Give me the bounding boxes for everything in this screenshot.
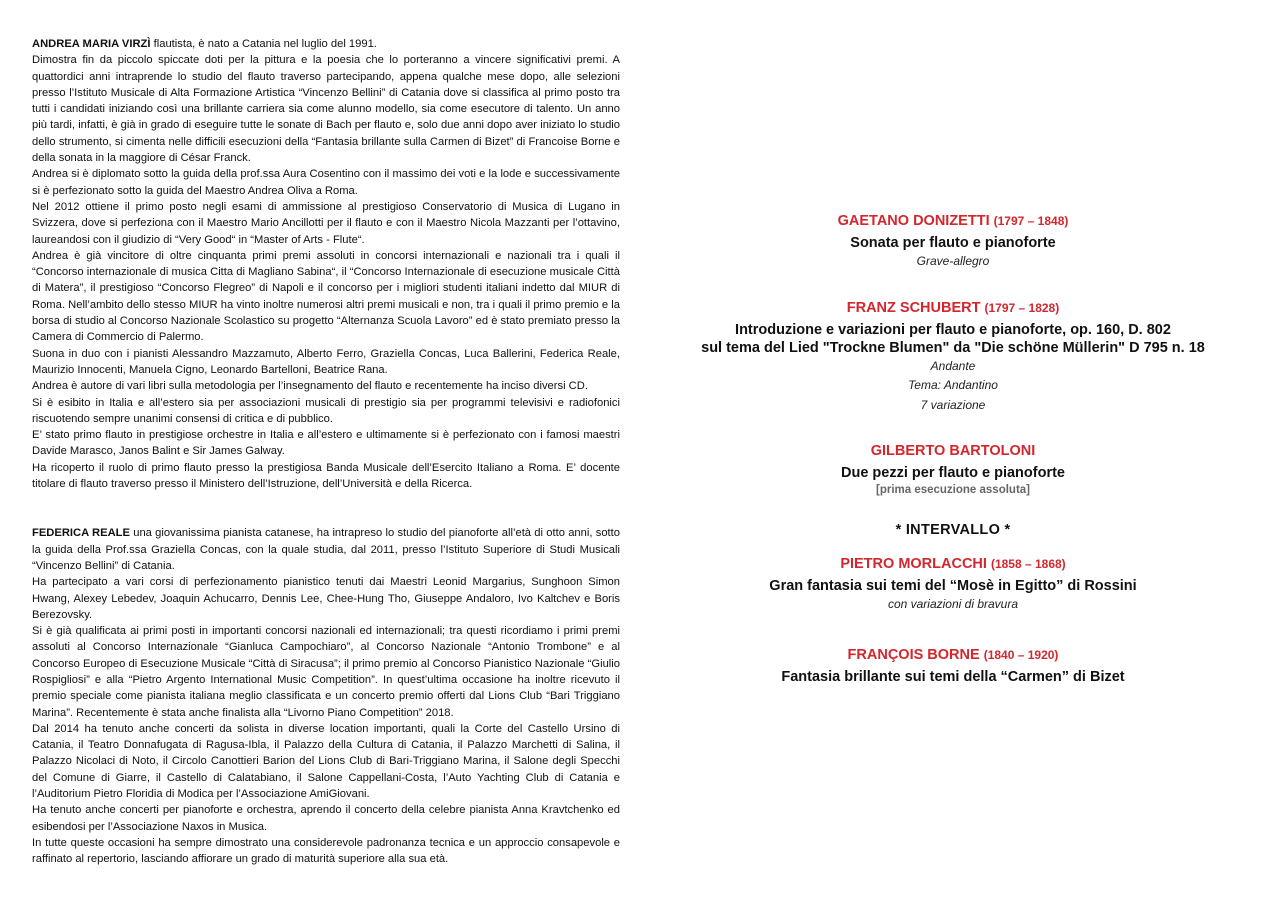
bio-andrea-virzi: [32, 36, 620, 492]
bio-text: una giovanissima pianista catanese, ha intrapreso lo studio del pianoforte all’età di otto anni, sotto la guida della Prof.ssa Graziella Concas, con la quale studia, dal 2011, presso l’Istituto Superiore di Studi Musicali “Vincenzo Bellini” di Catania.: [32, 527, 620, 572]
bio-paragraph: Suona in duo con i pianisti Alessandro Mazzamuto, Alberto Ferro, Graziella Concas, Luca Ballerini, Federica Reale, Maurizio Innocenti, Manuela Cigno, Leonardo Bartelloni, Beatrice Rana.: [32, 347, 620, 376]
concert-program: [660, 211, 1246, 686]
intermission-label: * INTERVALLO *: [895, 522, 1011, 538]
work-detail: Andante: [930, 358, 976, 373]
work-title: Due pezzi per flauto e pianoforte: [841, 465, 1065, 481]
work-title: Introduzione e variazioni per flauto e pianoforte, op. 160, D. 802: [735, 321, 1171, 338]
bio-paragraph: Andrea è già vincitore di oltre cinquanta primi premi assoluti in concorsi internazionali e nazionali tra i quali il “Concorso internazionale di musica Citta di Magliano Sabina“, il “Concorso Internazionale di esecuzione musicale Città di Matera”, il prestigioso “Concorso Flegreo” di Napoli e il concorso per i migliori studenti italiani indetto dal MIUR di Roma. Nell’ambito dello stesso MIUR ha vinto inoltre numerosi altri premi musicali e non, tra i quali il primo premio e la borsa di studio al Concorso Nazionale Scolastico su progetto “Alternanza Scuola Lavoro” ed è stato premiato presso la Camera di Commercio di Palermo.: [32, 249, 620, 344]
bio-text: flautista, è nato a Catania nel luglio del 1991.: [150, 38, 377, 50]
bio-paragraph: Ha ricoperto il ruolo di primo flauto presso la prestigiosa Banda Musicale dell’Esercito Italiano a Roma. E’ docente titolare di flauto traverso presso il Ministero dell’Istruzione, dell’Università e della Ricerca.: [32, 461, 620, 491]
work-title: Fantasia brillante sui temi della “Carmen” di Bizet: [781, 668, 1125, 685]
bio-paragraph: Si è già qualificata ai primi posti in importanti concorsi nazionali ed internazionali; tra questi ricordiamo i primi premi assoluti al Concorso Internazionale “Gianluca Campochiaro”, al Concorso Nazionale “Antonio Trombone” e al Concorso Europeo di Esecuzione Musicale “Città di Siracusa”; il primo premio al Concorso Pianistico Nazionale “Giulio Rospigliosi” e alla “Pietro Argento International Music Competition”. In quest’ultima occasione ha inoltre ricevuto il premio speciale come pianista italiana meglio classificata e un concerto premio offerti dal Lions Club “Bari Triggiano Marina”. Recentemente è stata anche finalista alla “Livorno Piano Competition” 2018.: [32, 625, 620, 719]
bio-name: ANDREA MARIA VIRZÌ: [32, 38, 151, 50]
bio-paragraph: Dimostra fin da piccolo spiccate doti per la pittura e la poesia che lo porteranno a vincere significativi premi. A quattordici anni intraprende lo studio del flauto traverso partecipando, appena qualche mese dopo, alle selezioni presso l’Istituto Musicale di Alta Formazione Artistica “Vincenzo Bellini” di Catania dove si classifica al primo posto tra tutti i candidati iniziando così una brillante carriera sia come alunno modello, sia come esecutore di talento. Un anno più tardi, infatti, è già in grado di eseguire tutte le sonate di Bach per flauto e, solo due anni dopo aver iniziato lo studio dello strumento, si cimenta nelle difficili esecuzioni della “Fantasia brillante sulla Carmen di Bizet” di Francoise Borne e della sonata in la maggiore di César Franck.: [32, 54, 620, 165]
bio-paragraph: Andrea si è diplomato sotto la guida della prof.ssa Aura Cosentino con il massimo dei voti e la lode e successivamente si è perfezionato sotto la guida del Maestro Andrea Oliva a Roma.: [32, 168, 620, 197]
bio-paragraph: Nel 2012 ottiene il primo posto negli esami di ammissione al prestigioso Conservatorio di Musica di Lugano in Svizzera, dove si perfeziona con il Maestro Mario Ancillotti per il flauto e con il Maestro Nicola Mazzanti per l’ottavino, laureandosi con il giudizio di “Very Good“ in “Master of Arts - Flute“.: [32, 200, 620, 246]
bio-paragraph: Ha tenuto anche concerti per pianoforte e orchestra, aprendo il concerto della celebre pianista Anna Kravtchenko ed esibendosi per l’Associazione Naxos in Musica.: [32, 804, 620, 833]
composer-name: PIETRO MORLACCHI (1858 – 1868): [840, 556, 1066, 572]
bio-paragraph: [32, 36, 620, 52]
composer-years: (1797 – 1828): [984, 300, 1060, 315]
composer-name: GILBERTO BARTOLONI: [870, 443, 1036, 459]
intermission: [660, 522, 1246, 538]
bio-paragraph: [32, 525, 620, 574]
program-item-bartoloni: [660, 441, 1246, 498]
biographies-column: [32, 36, 620, 868]
work-title: Gran fantasia sui temi del “Mosè in Egitto” di Rossini: [769, 578, 1137, 594]
composer-years: (1840 – 1920): [983, 647, 1059, 662]
bio-name: FEDERICA REALE: [32, 527, 130, 540]
composer-name: FRANÇOIS BORNE (1840 – 1920): [847, 646, 1059, 663]
bio-paragraph: E’ stato primo flauto in prestigiose orchestre in Italia e all’estero e ultimamente si è perfezionato con i famosi maestri Davide Marasco, Janos Balint e Sir James Galway.: [32, 429, 620, 458]
program-item-morlacchi: [660, 554, 1246, 615]
bio-paragraph: In tutte queste occasioni ha sempre dimostrato una considerevole padronanza tecnica e un approccio consapevole e raffinato al repertorio, lasciando affiorare un grado di maturità superiore alla sua età.: [32, 836, 620, 866]
bio-paragraph: Si è esibito in Italia e all’estero sia per associazioni musicali di prestigio sia per programmi televisivi e radiofonici riscuotendo sempre unanimi consensi di critica e di pubblico.: [32, 396, 620, 425]
work-detail: Grave-allegro: [916, 254, 990, 268]
composer-name: FRANZ SCHUBERT (1797 – 1828): [846, 299, 1060, 316]
premiere-note: [prima esecuzione assoluta]: [875, 484, 1031, 496]
composer-name: GAETANO DONIZETTI (1797 – 1848): [837, 213, 1069, 229]
section-gap: [32, 492, 620, 525]
work-detail: con variazioni di bravura: [887, 597, 1019, 611]
work-detail: 7 variazione: [920, 397, 986, 412]
bio-federica-reale: [32, 525, 620, 867]
composer-years: (1797 – 1848): [993, 214, 1069, 228]
bio-paragraph: Ha partecipato a vari corsi di perfezionamento pianistico tenuti dai Maestri Leonid Margarius, Sunghoon Simon Hwang, Alexey Lebedev, Joaquin Achucarro, Dennis Lee, Chee-Hung Tho, Giuseppe Andaloro, Ivo Kaltchev e Boris Berezovsky.: [32, 576, 620, 621]
program-item-borne: [660, 645, 1246, 686]
program-item-schubert: [660, 298, 1246, 416]
program-item-donizetti: [660, 211, 1246, 272]
bio-paragraph: Andrea è autore di vari libri sulla metodologia per l’insegnamento del flauto e recentemente ha inciso diversi CD.: [32, 380, 588, 393]
bio-paragraph: Dal 2014 ha tenuto anche concerti da solista in diverse location importanti, quali la Corte del Castello Ursino di Catania, il Teatro Donnafugata di Ragusa-Ibla, il Palazzo della Cultura di Catania, il Palazzo Marchetti di Salina, il Palazzo Nicolaci di Noto, il Circolo Canottieri Barion del Lions Club di Bari-Triggiano Marina, il Salone degli Specchi del Comune di Giarre, il Castello di Calatabiano, il Salone Cappellani-Costa, l’Auto Yachting Club di Catania e l’Auditorium Pietro Floridia di Modica per l’Associazione AmiGiovani.: [32, 722, 620, 801]
work-title: Sonata per flauto e pianoforte: [850, 235, 1056, 251]
work-subtitle: sul tema del Lied "Trockne Blumen" da "Die schöne Müllerin" D 795 n. 18: [701, 339, 1205, 356]
work-detail: Tema: Andantino: [908, 378, 998, 392]
composer-years: (1858 – 1868): [990, 557, 1066, 571]
